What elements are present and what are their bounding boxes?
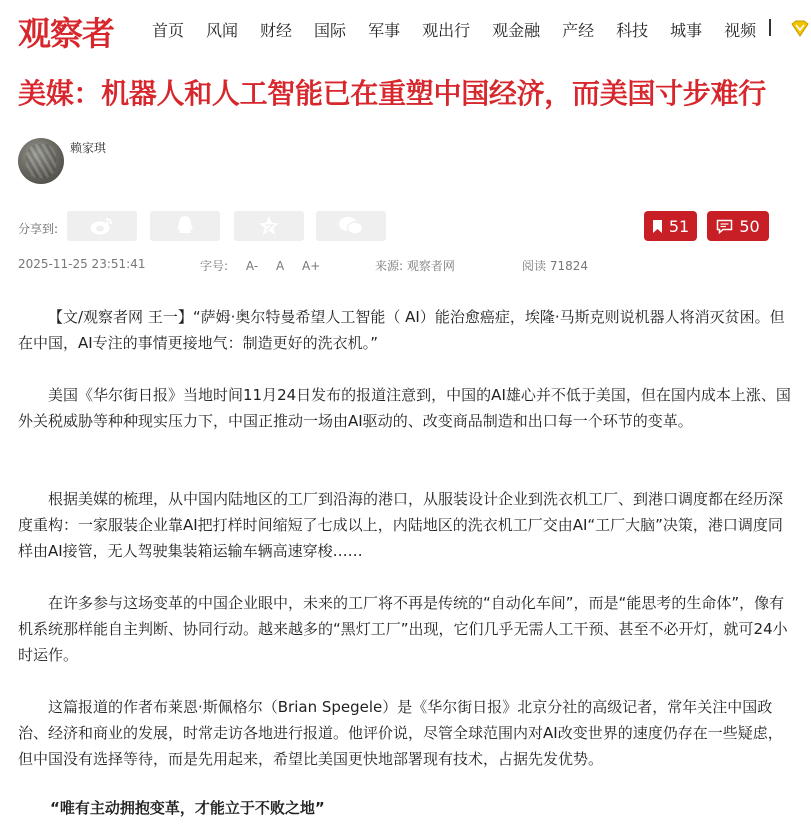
vip-badge-icon[interactable]	[790, 20, 810, 38]
share-label: 分享到:	[18, 222, 59, 236]
font-size-default-button[interactable]: A	[275, 259, 285, 273]
nav-item-home[interactable]: 首页	[152, 21, 185, 40]
article-paragraph: 在许多参与这场变革的中国企业眼中，未来的工厂将不再是传统的“自动化车间”，而是“能思考的生命体”，像有机系统那样能自主判断、协同行动。越来越多的“黑灯工厂”出现，它们几乎无需人工干预、甚至不必开灯，就可24小时运作。	[18, 594, 788, 664]
read-count: 阅读 71824	[522, 259, 588, 273]
qq-icon	[175, 215, 195, 237]
font-size-control	[200, 257, 334, 274]
font-size-decrease-button[interactable]: A-	[245, 259, 259, 273]
article-paragraph: 这篇报道的作者布莱恩·斯佩格尔（Brian Spegele）是《华尔街日报》北京分社的高级记者，常年关注中国政治、经济和商业的发展，时常走访各地进行报道。他评价说，尽管全球范围内对AI改变世界的速度仍存在一些疑虑，但中国没有选择等待，而是先用起来，希望比美国更快地部署现有技术，占据先发优势。	[18, 698, 783, 768]
publish-datetime: 2025-11-25 23:51:41	[18, 257, 146, 271]
nav-item-tech[interactable]: 科技	[616, 21, 649, 40]
wechat-icon	[338, 216, 364, 236]
article-paragraph: 【文/观察者网 王一】“萨姆·奥尔特曼希望人工智能（ AI）能治愈癌症，埃隆·马斯克则说机器人将消灭贫困。但在中国，AI专注的事情更接地气：制造更好的洗衣机。”	[18, 308, 785, 352]
site-logo[interactable]: 观察者	[18, 14, 114, 53]
share-qq-button[interactable]	[150, 211, 220, 241]
article-subheading: “唯有主动拥抱变革，才能立于不败之地”	[50, 799, 325, 817]
nav-item-city[interactable]: 城事	[670, 21, 703, 40]
nav-item-industry[interactable]: 产经	[562, 21, 595, 40]
font-size-label: 字号:	[200, 259, 229, 273]
article-paragraph: 美国《华尔街日报》当地时间11月24日发布的报道注意到，中国的AI雄心并不低于美国，但在国内成本上涨、国外关税威胁等种种现实压力下，中国正推动一场由AI驱动的、改变商品制造和出口每一个环节的变革。	[18, 386, 791, 430]
main-nav	[152, 18, 778, 41]
nav-separator	[769, 19, 771, 36]
article-paragraph: 根据美媒的梳理，从中国内陆地区的工厂到沿海的港口，从服装设计企业到洗衣机工厂、到港口调度都在经历深度重构：一家服装企业靠AI把打样时间缩短了七成以上，内陆地区的洗衣机工厂交由AI“工厂大脑”决策，港口调度同样由AI接管，无人驾驶集装箱运输车辆高速穿梭……	[18, 490, 784, 560]
nav-item-military[interactable]: 军事	[368, 21, 401, 40]
qzone-star-icon	[258, 215, 280, 237]
nav-item-fengwen[interactable]: 风闻	[206, 21, 239, 40]
bookmark-icon	[652, 219, 663, 234]
article-title: 美媒：机器人和人工智能已在重塑中国经济，而美国寸步难行	[18, 77, 766, 110]
nav-item-finance[interactable]: 财经	[260, 21, 293, 40]
top-navigation-bar	[0, 0, 811, 60]
nav-item-video[interactable]: 视频	[724, 21, 757, 40]
comment-count: 50	[739, 216, 760, 236]
nav-item-guan-finance[interactable]: 观金融	[492, 21, 541, 40]
comment-count-button[interactable]	[707, 211, 769, 241]
nav-item-international[interactable]: 国际	[314, 21, 347, 40]
weibo-icon	[90, 216, 114, 236]
author-name[interactable]: 赖家琪	[70, 141, 107, 155]
share-wechat-button[interactable]	[316, 211, 386, 241]
bookmark-count-button[interactable]	[644, 211, 697, 241]
comment-icon	[716, 219, 733, 234]
share-qzone-button[interactable]	[234, 211, 304, 241]
share-weibo-button[interactable]	[67, 211, 137, 241]
author-avatar[interactable]	[18, 138, 64, 184]
article-source: 来源: 观察者网	[375, 259, 455, 273]
font-size-increase-button[interactable]: A+	[302, 259, 321, 273]
bookmark-count: 51	[668, 216, 690, 236]
nav-item-travel[interactable]: 观出行	[422, 21, 471, 40]
